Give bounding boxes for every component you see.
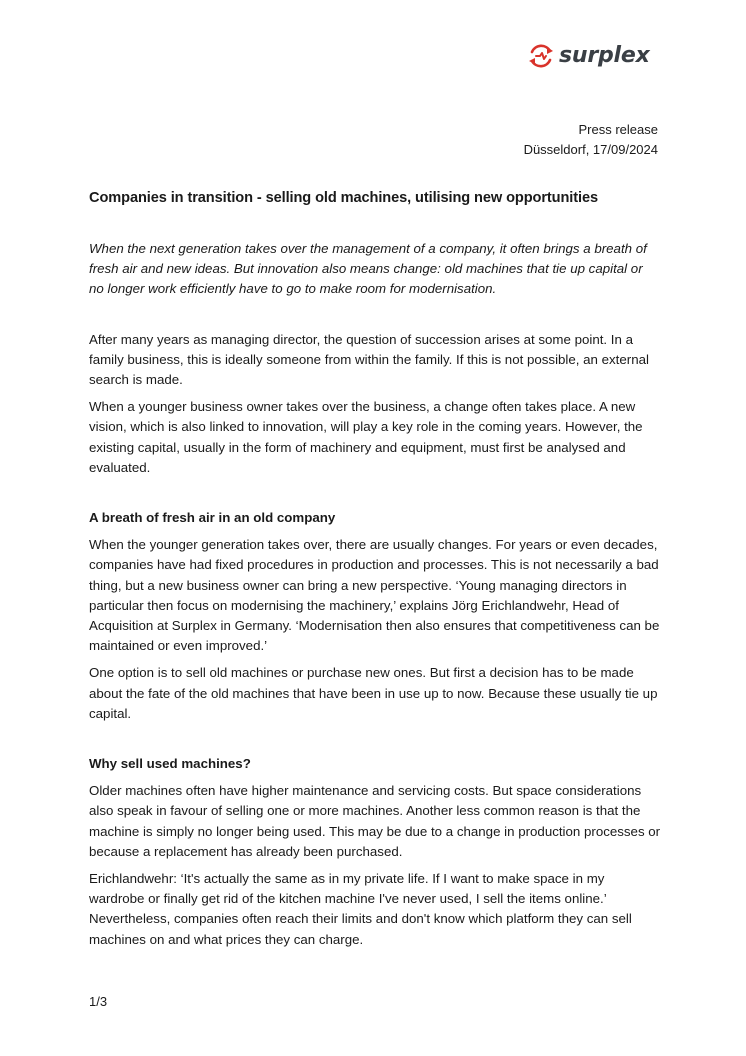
page-number: 1/3: [89, 994, 108, 1009]
intro-paragraph: When a younger business owner takes over the business, a change often takes place. A new vision, which is also linked to innovation, will play a key role in the coming years. However, the existing capital, usually in the form of machinery and equipment, must first be analysed and evaluated.: [89, 399, 643, 475]
intro-paragraph: After many years as managing director, the question of succession arises at some point. In a family business, this is ideally someone from within the family. If this is not possible, an external search is made.: [89, 331, 649, 388]
lead-paragraph: When the next generation takes over the management of a company, it often brings a breath of fresh air and new ideas. But innovation also means change: old machines that tie up capital or no longer work efficiently have to go to make room for modernisation.: [89, 241, 647, 297]
press-release-label: Press release: [578, 122, 658, 137]
document-body: [89, 186, 661, 957]
section-paragraph: Older machines often have higher maintenance and servicing costs. But space considerations also speak in favour of selling one or more machines. Another less common reason is that the machine is simply no longer being used. This may be due to a change in production processes or because a replacement has already been purchased.: [89, 783, 661, 859]
brand-logo: [527, 42, 650, 70]
surplex-circle-arrows-icon: [527, 42, 555, 70]
section-paragraph: When the younger generation takes over, there are usually changes. For years or even decades, companies have had fixed procedures in production and processes. This is not necessarily a bad thing, but a new business owner can bring a new perspective. ‘Young managing directors in particular then focus on modernising the machinery,’ explains Jörg Erichlandwehr, Head of Acquisition at Surplex in Germany. ‘Modernisation then also ensures that competitiveness can be maintained or even improved.’: [89, 537, 660, 654]
page-title: Companies in transition - selling old machines, utilising new opportunities: [89, 190, 599, 206]
section-heading: A breath of fresh air in an old company: [89, 510, 336, 526]
section-heading: Why sell used machines?: [89, 756, 251, 772]
place-date: Düsseldorf, 17/09/2024: [523, 142, 658, 157]
section-paragraph: One option is to sell old machines or purchase new ones. But first a decision has to be made about the fate of the old machines that have been in use up to now. Because these usually tie up capital.: [89, 665, 658, 721]
section-paragraph: Erichlandwehr: ‘It's actually the same as in my private life. If I want to make space in my wardrobe or finally get rid of the kitchen machine I've never used, I sell the items online.’ Nevertheless, companies often reach their limits and don't know which platform they can sell machines on and what prices they can charge.: [89, 871, 632, 947]
press-meta: [524, 120, 658, 160]
brand-name: surplex: [559, 43, 650, 68]
